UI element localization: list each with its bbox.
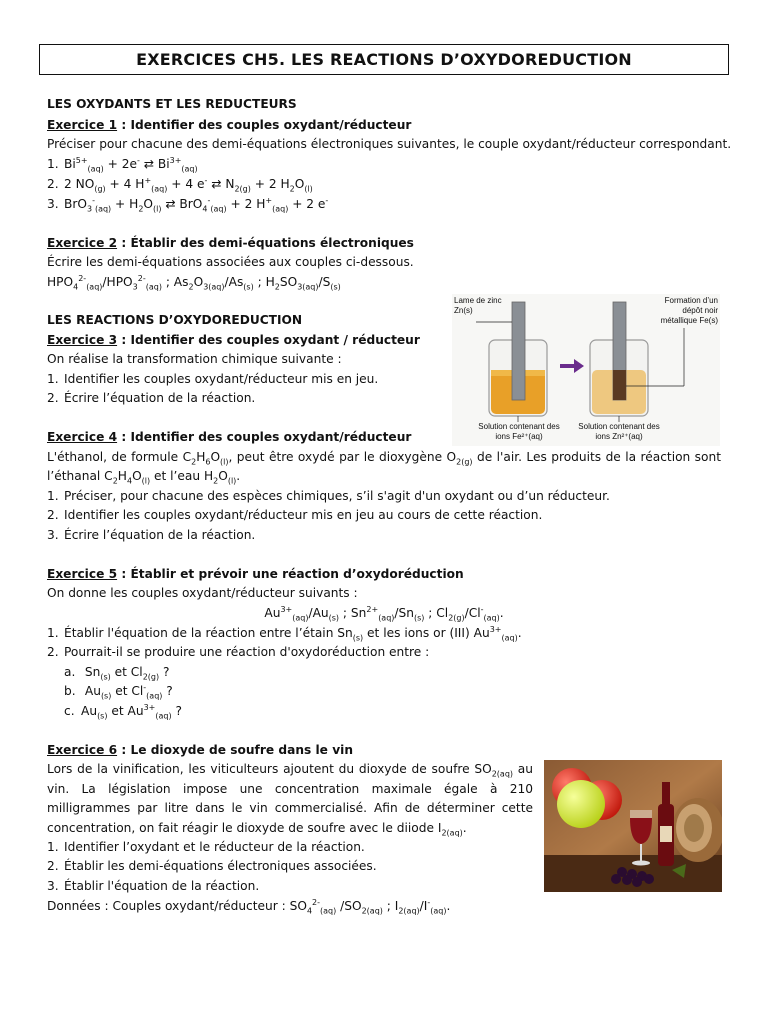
- exercise-2-label: Exercice 2: [47, 236, 118, 250]
- exercise-5-label: Exercice 5: [47, 567, 118, 581]
- exercise-6-q2-text: Établir les demi-équations électroniques associées.: [64, 859, 377, 873]
- exercise-5-title: : Établir et prévoir une réaction d’oxydoréduction: [117, 567, 464, 581]
- exercise-3-title: : Identifier des couples oxydant / réducteur: [117, 333, 420, 347]
- exercise-4-intro: L'éthanol, de formule $C_2H_6O_{(l)}$, peut être oxydé par le dioxygène $O_{2(g)}$ de l'air. Les produits de la réaction sont l’éthanal $C_2H_4O_{(l)}$ et l’eau $H_2O_{(l)}$.: [47, 450, 721, 486]
- exercise-6-heading: [47, 741, 353, 759]
- exercise-5-q2-text: Pourrait-il se produire une réaction d'oxydoréduction entre :: [64, 645, 430, 659]
- label-depot: Formation d’un dépôt noir métallique Fe(s): [660, 296, 718, 325]
- exercise-5-q2c: c. $Au_{(s)}$ et $Au^{3+}_{(aq)}$ ?: [64, 702, 182, 721]
- exercise-6-label: Exercice 6: [47, 743, 118, 757]
- page-title: EXERCICES CH5. LES REACTIONS D’OXYDOREDUCTION: [39, 44, 729, 75]
- exercise-4-q3: 3. Écrire l’équation de la réaction.: [47, 528, 256, 542]
- exercise-2-heading: [47, 234, 414, 252]
- exercise-5-heading: [47, 565, 464, 583]
- exercise-3-q1-text: Identifier les couples oxydant/réducteur mis en jeu.: [64, 372, 379, 386]
- reaction-arrow-icon: [560, 359, 584, 373]
- exercise-1-eq1: 1. $Bi^{5+}_{(aq)} + 2e^-$ ⇄ $Bi^{3+}_{(aq)}$: [47, 155, 198, 174]
- sulfur-atom-icon: [557, 780, 605, 828]
- exercise-1-heading: [47, 116, 411, 134]
- exercise-3-heading: [47, 331, 420, 349]
- zinc-strip-left: [512, 302, 525, 400]
- exercise-4-q3-text: Écrire l’équation de la réaction.: [64, 528, 256, 542]
- section-heading-reactions: LES REACTIONS D’OXYDOREDUCTION: [47, 313, 303, 327]
- exercise-3-q2-text: Écrire l’équation de la réaction.: [64, 391, 256, 405]
- exercise-6-q3: 3. Établir l'équation de la réaction.: [47, 879, 260, 893]
- exercise-4-label: Exercice 4: [47, 430, 118, 444]
- exercise-6-q1: 1. Identifier l’oxydant et le réducteur de la réaction.: [47, 840, 365, 854]
- exercise-3-label: Exercice 3: [47, 333, 118, 347]
- exercise-4-q1: 1. Préciser, pour chacune des espèces chimiques, s’il s'agit d'un oxydant ou d’un réducteur.: [47, 489, 610, 503]
- exercise-5-couples: $Au^{3+}_{(aq)}/Au_{(s)}$ ; $Sn^{2+}_{(aq)}/Sn_{(s)}$ ; $Cl_{2(g)}/Cl^-_{(aq)}$.: [264, 604, 504, 623]
- exercise-6-q1-text: Identifier l’oxydant et le réducteur de la réaction.: [64, 840, 365, 854]
- exercise-4-q1-text: Préciser, pour chacune des espèces chimiques, s’il s'agit d'un oxydant ou d’un réducteur.: [64, 489, 610, 503]
- section-heading-oxydants: LES OXYDANTS ET LES REDUCTEURS: [47, 97, 297, 111]
- exercise-5-q2a: a. $Sn_{(s)}$ et $Cl_{2(g)}$ ?: [64, 665, 170, 682]
- exercise-4-q2-text: Identifier les couples oxydant/réducteur mis en jeu au cours de cette réaction.: [64, 508, 543, 522]
- exercise-6-q3-text: Établir l'équation de la réaction.: [64, 879, 260, 893]
- wine-photo: [544, 760, 722, 892]
- exercise-3-q1: 1. Identifier les couples oxydant/réducteur mis en jeu.: [47, 372, 379, 386]
- label-solution-zn: Solution contenant des ions Zn²⁺(aq): [578, 422, 660, 441]
- label-zinc: Lame de zinc Zn(s): [454, 296, 502, 315]
- exercise-3-q2: 2. Écrire l’équation de la réaction.: [47, 391, 256, 405]
- exercise-2-intro: Écrire les demi-équations associées aux couples ci-dessous.: [47, 255, 414, 269]
- exercise-1-title: : Identifier des couples oxydant/réducteur: [117, 118, 412, 132]
- exercise-6-data: Données : Couples oxydant/réducteur : $SO_4^{2-}_{(aq)}$ $/SO_{2(aq)}$ ; $I_{2(aq)}/I^-_{(aq)}$.: [47, 897, 451, 916]
- label-solution-fe: Solution contenant des ions Fe²⁺(aq): [478, 422, 560, 441]
- exercise-5-q1: 1. Établir l'équation de la réaction entre l’étain $Sn_{(s)}$ et les ions or (III) $Au^{3+}_{(aq)}$.: [47, 624, 522, 643]
- exercise-5-intro: On donne les couples oxydant/réducteur suivants :: [47, 586, 358, 600]
- exercise-4-heading: [47, 428, 411, 446]
- exercise-6-title: : Le dioxyde de soufre dans le vin: [117, 743, 353, 757]
- exercise-1-eq2: 2. 2 $NO_{(g)} + 4$ $H^+_{(aq)} + 4$ e- ⇄ $N_{2(g)} + 2$ $H_2O_{(l)}$: [47, 175, 313, 194]
- exercise-1-label: Exercice 1: [47, 118, 118, 132]
- exercise-4-title: : Identifier des couples oxydant/réducteur: [117, 430, 412, 444]
- exercise-1-eq3: 3. $BrO_3^-_{(aq)} + H_2O_{(l)}$ ⇄ BrO$_4$-$_{(aq)}$ + 2 $H^+_{(aq)} + 2$ e-: [47, 195, 329, 214]
- exercise-5-q2: 2. Pourrait-il se produire une réaction d'oxydoréduction entre :: [47, 645, 430, 659]
- exercise-5-q2b: b. $Au_{(s)}$ et $Cl^-_{(aq)}$ ?: [64, 682, 173, 701]
- exercise-3-intro: On réalise la transformation chimique suivante :: [47, 352, 342, 366]
- exercise-1-intro: Préciser pour chacune des demi-équations électroniques suivantes, le couple oxydant/réducteur correspondant.: [47, 137, 732, 151]
- zinc-iron-figure: [452, 294, 720, 446]
- exercise-6-intro: Lors de la vinification, les viticulteurs ajoutent du dioxyde de soufre $SO_{2(aq)}$ au vin. La législation impose une concentration maximale égale à 210 milligrammes par litre dans le vin commercialisé. Afin de déterminer cette concentration, on fait réagir le dioxyde de soufre avec le diiode $I_{2(aq)}$.: [47, 762, 533, 838]
- exercise-2-couples: $HPO_4^{2-}_{(aq)}/HPO_3^{2-}_{(aq)}$ ; $As_2O_{3(aq)}/As_{(s)}$ ; $H_2SO_{3(aq)}/S_{(s)}$: [47, 273, 341, 292]
- exercise-2-title: : Établir des demi-équations électroniques: [117, 236, 414, 250]
- exercise-4-q2: 2. Identifier les couples oxydant/réducteur mis en jeu au cours de cette réaction.: [47, 508, 543, 522]
- iron-deposit: [613, 370, 626, 400]
- exercise-6-q2: 2. Établir les demi-équations électroniques associées.: [47, 859, 377, 873]
